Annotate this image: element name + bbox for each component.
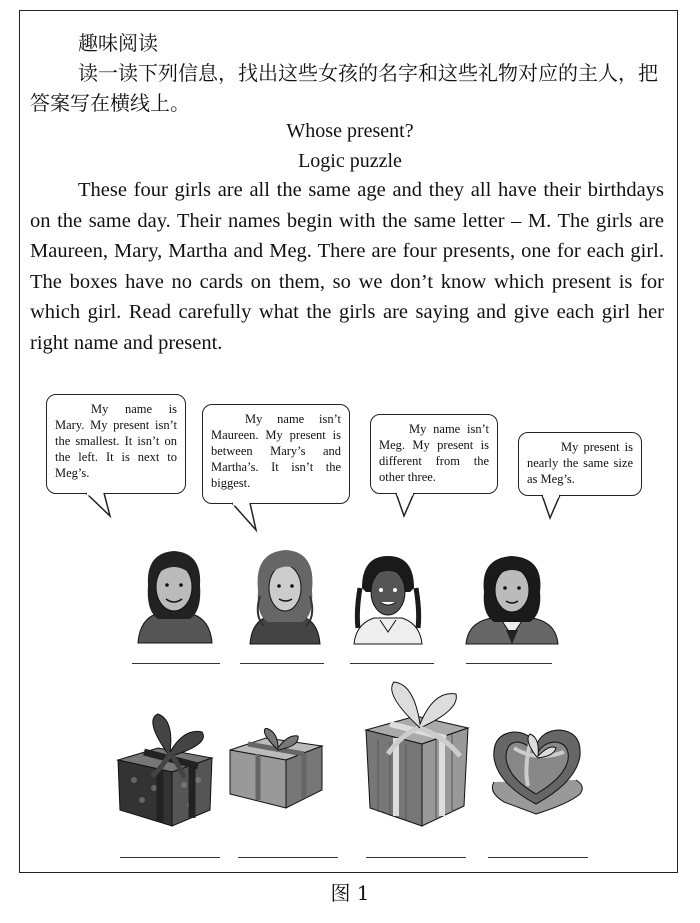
girl-4-answer-line[interactable]: [466, 663, 552, 664]
girl-4-illustration: [462, 552, 562, 646]
present-3-big-bow-box: [360, 680, 472, 830]
section-heading: 趣味阅读: [78, 31, 158, 55]
present-1-answer-line[interactable]: [120, 857, 220, 858]
present-2-grey-box: [226, 728, 326, 810]
speech-bubble-3: My name isn’t Meg. My present is different from the other three.: [370, 414, 498, 494]
girl-3-answer-line[interactable]: [350, 663, 434, 664]
speech-bubble-3-tail: [390, 490, 430, 520]
present-3-answer-line[interactable]: [366, 857, 466, 858]
present-4-heart-box: [484, 722, 588, 816]
speech-bubble-2: My name isn’t Maureen. My present is between Mary’s and Martha’s. It isn’t the biggest.: [202, 404, 350, 504]
girl-3-illustration: [348, 552, 428, 646]
story-text: These four girls are all the same age and they all have their birthdays on the same day. Their names begin with the same letter – M. The girls are Maureen, Mary, Martha and Meg. There are four presents, one for each girl. The boxes have no cards on them, so we don’t know which present is for which girl. Read carefully what the girls are saying and give each girl her right name and present.: [30, 179, 664, 354]
speech-bubble-2-tail: [226, 500, 266, 534]
speech-bubble-1-tail: [80, 490, 120, 520]
speech-bubble-4: My present is nearly the same size as Meg’s.: [518, 432, 642, 496]
figure-caption: 图 1: [330, 881, 370, 905]
speech-bubble-1: My name is Mary. My present isn’t the smallest. It isn’t on the left. It is next to Meg’s.: [46, 394, 186, 494]
speech-bubble-4-tail: [536, 492, 576, 522]
girl-2-answer-line[interactable]: [240, 663, 324, 664]
instruction-text: 读一读下列信息，找出这些女孩的名字和这些礼物对应的主人，把答案写在横线上。: [30, 61, 658, 115]
girl-2-illustration: [246, 546, 324, 646]
girl-1-illustration: [126, 545, 222, 645]
present-4-answer-line[interactable]: [488, 857, 588, 858]
story-subtitle: Logic puzzle: [298, 150, 402, 172]
present-2-answer-line[interactable]: [238, 857, 338, 858]
present-1-dark-box: [114, 710, 218, 828]
story-title: Whose present?: [286, 120, 414, 142]
girl-1-answer-line[interactable]: [132, 663, 220, 664]
